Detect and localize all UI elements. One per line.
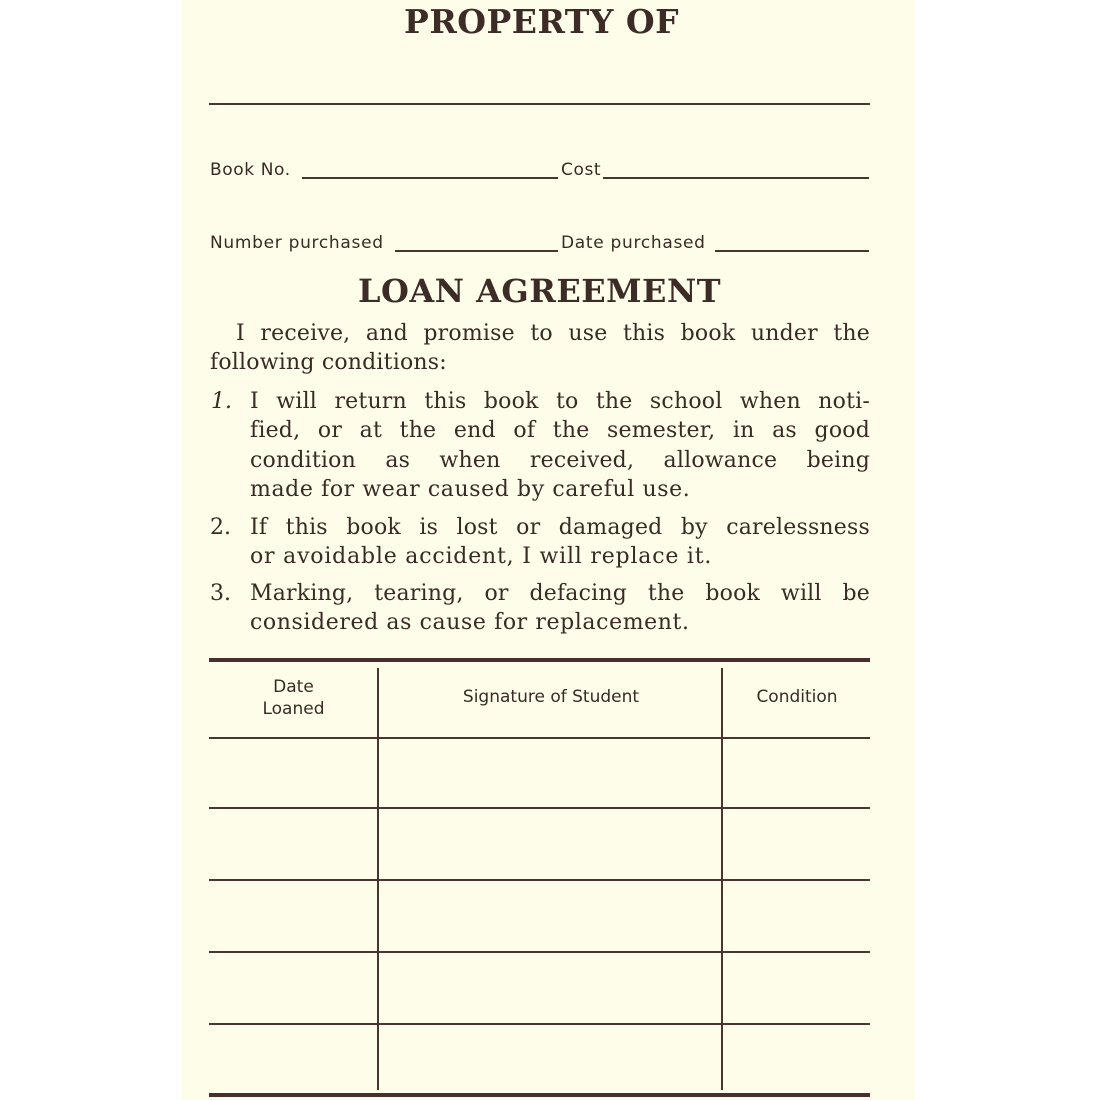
book-no-label: Book No. — [210, 160, 291, 180]
book-no-line[interactable] — [302, 177, 558, 179]
column-header-date-loaned: Date Loaned — [262, 677, 325, 719]
column-header-condition: Condition — [756, 687, 838, 707]
condition-1-line: I will return this book to the school when noti- — [250, 389, 870, 414]
condition-3-line: considered as cause for replacement. — [250, 610, 690, 635]
condition-2-line: or avoidable accident, I will replace it. — [250, 544, 713, 569]
table-row[interactable] — [209, 881, 870, 951]
date-purchased-label: Date purchased — [561, 233, 706, 253]
table-row[interactable] — [209, 809, 870, 879]
table-row[interactable] — [209, 739, 870, 808]
table-bottom-rule — [209, 1093, 870, 1097]
condition-3-number: 3. — [210, 581, 231, 606]
table-row[interactable] — [209, 1025, 870, 1093]
date-purchased-line[interactable] — [715, 250, 869, 252]
condition-1-line: fied, or at the end of the semester, in as good — [250, 418, 870, 443]
table-row[interactable] — [209, 953, 870, 1023]
cost-line[interactable] — [603, 177, 869, 179]
condition-2-number: 2. — [210, 515, 231, 540]
condition-3-line: Marking, tearing, or defacing the book will be — [250, 581, 870, 606]
condition-1-number: 1. — [211, 389, 232, 414]
agreement-intro-line1: I receive, and promise to use this book under the — [236, 321, 870, 346]
loan-agreement-title: LOAN AGREEMENT — [358, 272, 721, 310]
cost-label: Cost — [561, 160, 602, 180]
number-purchased-label: Number purchased — [210, 233, 384, 253]
table-top-rule — [209, 658, 870, 662]
condition-1-line: made for wear caused by careful use. — [250, 477, 691, 502]
property-of-title: PROPERTY OF — [404, 2, 680, 41]
condition-2-line: If this book is lost or damaged by carelessness — [250, 515, 870, 540]
owner-name-line[interactable] — [209, 103, 870, 105]
condition-1-line: condition as when received, allowance being — [250, 448, 870, 473]
column-header-signature: Signature of Student — [462, 687, 640, 707]
agreement-intro-line2: following conditions: — [210, 350, 447, 375]
number-purchased-line[interactable] — [395, 250, 558, 252]
